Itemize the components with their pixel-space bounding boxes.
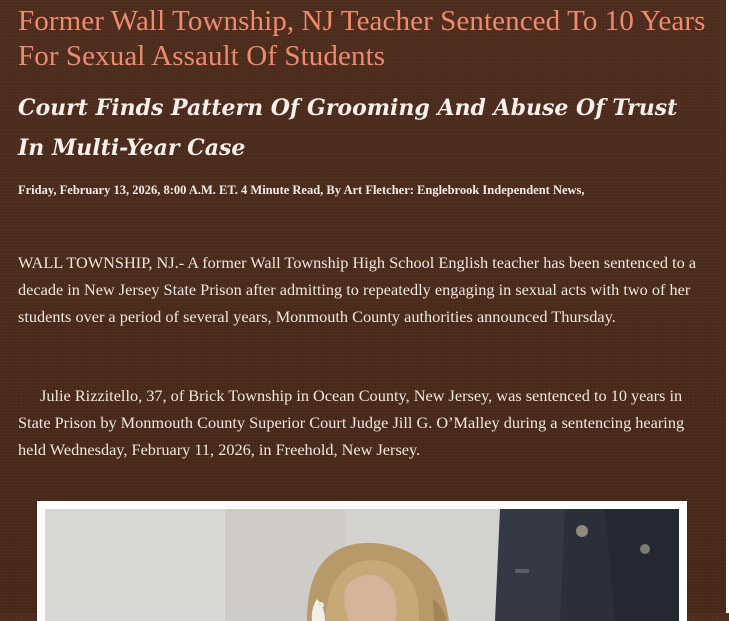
article-paragraph: WALL TOWNSHIP, NJ.- A former Wall Township High School English teacher has been sentenced to a decade in New Jersey State Prison after admitting to repeatedly engaging in sexual acts with two of her students over a period of several years, Monmouth County authorities announced Thursday. xyxy=(18,253,697,326)
article-subheadline: Court Finds Pattern Of Grooming And Abuse Of Trust In Multi-Year Case xyxy=(18,95,678,161)
article-byline: Friday, February 13, 2026, 8:00 A.M. ET. 4 Minute Read, By Art Fletcher: Englebrook Independent News, xyxy=(18,183,585,197)
article-paragraph: Julie Rizzitello, 37, of Brick Township in Ocean County, New Jersey, was sentenced to 10 years in State Prison by Monmouth County Superior Court Judge Jill G. O’Malley during a sentencing hearing held Wednesday, February 11, 2026, in Freehold, New Jersey. xyxy=(18,386,685,459)
article-photo xyxy=(45,509,679,621)
article-headline: Former Wall Township, NJ Teacher Sentenced To 10 Years For Sexual Assault Of Students xyxy=(18,5,706,72)
courtroom-photo-image xyxy=(45,509,679,621)
news-article xyxy=(18,0,708,464)
article-photo-frame xyxy=(37,501,687,621)
